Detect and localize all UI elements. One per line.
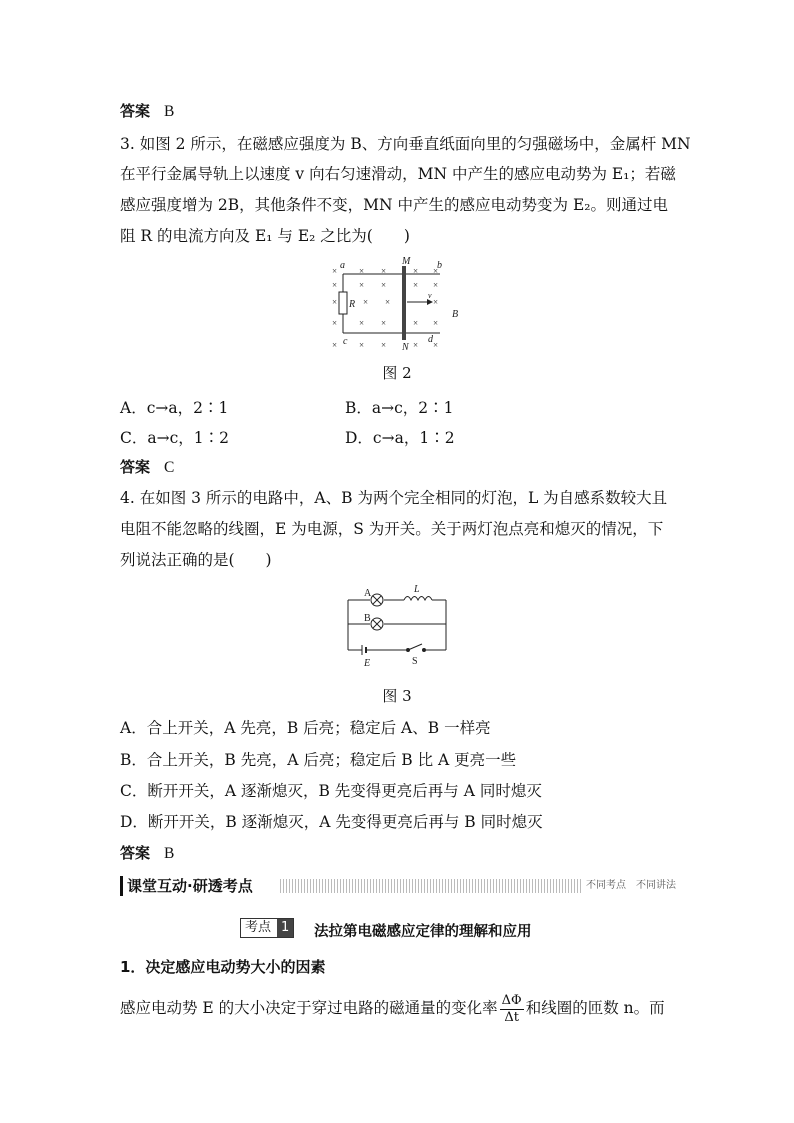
body-paragraph xyxy=(120,990,665,1026)
label-switch-s: S xyxy=(412,656,418,667)
svg-text:×: × xyxy=(433,297,439,307)
q4-text-line-2: 电阻不能忽略的线圈，E 为电源，S 为开关。关于两灯泡点亮和熄灭的情况，下 xyxy=(120,520,664,538)
label-B: B xyxy=(452,309,459,320)
q3-option-b: B．a→c，2∶1 xyxy=(345,399,454,417)
flux-rate-fraction xyxy=(500,993,524,1026)
svg-text:×: × xyxy=(332,297,338,307)
q4-text-line-3: 列说法正确的是( ) xyxy=(120,551,272,569)
fraction-numerator: ΔΦ xyxy=(501,992,522,1008)
body-text-before: 感应电动势 E 的大小决定于穿过电路的磁通量的变化率 xyxy=(120,999,498,1017)
svg-text:×: × xyxy=(433,318,439,328)
svg-text:×: × xyxy=(413,280,419,290)
q3-option-d: D．c→a，1∶2 xyxy=(345,429,455,447)
svg-text:×: × xyxy=(359,340,365,350)
label-a: a xyxy=(340,260,345,271)
answer-value: B xyxy=(164,845,175,862)
label-source-e: E xyxy=(364,658,371,669)
body-text-after: 和线圈的匝数 n。而 xyxy=(525,999,665,1017)
label-R: R xyxy=(349,299,356,310)
label-v: v xyxy=(428,291,432,300)
svg-text:×: × xyxy=(359,280,365,290)
q3-text-line-2: 在平行金属导轨上以速度 v 向右匀速滑动，MN 中产生的感应电动势为 E₁；若磁 xyxy=(120,165,676,183)
svg-text:×: × xyxy=(381,266,387,276)
answer-label: 答案 xyxy=(120,458,151,476)
label-lamp-a: A xyxy=(364,588,372,599)
svg-text:×: × xyxy=(413,318,419,328)
svg-text:×: × xyxy=(363,297,369,307)
label-c: c xyxy=(343,336,348,347)
svg-text:×: × xyxy=(332,318,338,328)
svg-text:×: × xyxy=(359,318,365,328)
label-N: N xyxy=(402,342,409,353)
svg-text:×: × xyxy=(381,340,387,350)
section-right-note: 不同考点 不同讲法 xyxy=(582,878,676,894)
fraction-denominator: Δt xyxy=(504,1009,519,1025)
answer-label: 答案 xyxy=(120,102,151,120)
svg-text:×: × xyxy=(332,340,338,350)
answer-value: B xyxy=(164,103,175,120)
figure-3-caption: 图 3 xyxy=(382,687,412,705)
svg-text:×: × xyxy=(332,266,338,276)
body-heading: 1．决定感应电动势大小的因素 xyxy=(120,958,326,976)
svg-text:×: × xyxy=(332,280,338,290)
svg-text:×: × xyxy=(359,266,365,276)
kaodian-label: 考点 xyxy=(245,920,272,935)
answer-value: C xyxy=(164,459,175,476)
kaodian-badge xyxy=(240,918,294,938)
answer-line xyxy=(120,456,174,479)
kaodian-title: 法拉第电磁感应定律的理解和应用 xyxy=(314,924,532,940)
svg-text:×: × xyxy=(413,266,419,276)
label-d: d xyxy=(428,334,433,345)
svg-text:×: × xyxy=(385,297,391,307)
label-lamp-b: B xyxy=(364,613,371,624)
section-title: 课堂互动·研透考点 xyxy=(120,876,259,896)
section-header-bar xyxy=(120,876,676,896)
q4-option-a: A．合上开关，A 先亮，B 后亮；稳定后 A、B 一样亮 xyxy=(120,719,491,737)
label-b: b xyxy=(437,260,442,271)
answer-line xyxy=(120,842,174,865)
q4-text-line-1: 4. 在如图 3 所示的电路中，A、B 为两个完全相同的灯泡，L 为自感系数较大且 xyxy=(120,489,668,507)
answer-label: 答案 xyxy=(120,844,151,862)
answer-line xyxy=(120,100,174,123)
svg-text:×: × xyxy=(381,318,387,328)
svg-text:×: × xyxy=(433,266,439,276)
figure-2-caption: 图 2 xyxy=(382,364,412,382)
q4-option-c: C．断开开关，A 逐渐熄灭，B 先变得更亮后再与 A 同时熄灭 xyxy=(120,782,542,800)
q4-option-d: D．断开开关，B 逐渐熄灭，A 先变得更亮后再与 B 同时熄灭 xyxy=(120,813,543,831)
q3-text-line-1: 3. 如图 2 所示，在磁感应强度为 B、方向垂直纸面向里的匀强磁场中，金属杆 MN xyxy=(120,135,691,153)
label-coil-l: L xyxy=(414,584,420,595)
svg-text:×: × xyxy=(433,280,439,290)
svg-text:×: × xyxy=(433,340,439,350)
q4-option-b: B．合上开关，B 先亮，A 后亮；稳定后 B 比 A 更亮一些 xyxy=(120,751,517,769)
q3-text-line-3: 感应强度增为 2B，其他条件不变，MN 中产生的感应电动势变为 E₂。则通过电 xyxy=(120,196,668,214)
q3-text-line-4: 阻 R 的电流方向及 E₁ 与 E₂ 之比为( ) xyxy=(120,227,410,245)
svg-text:×: × xyxy=(381,280,387,290)
figure-3-circuit-diagram xyxy=(340,584,452,670)
q3-option-a: A．c→a，2∶1 xyxy=(120,399,229,417)
q3-option-c: C．a→c，1∶2 xyxy=(120,429,229,447)
svg-text:×: × xyxy=(413,340,419,350)
kaodian-number: 1 xyxy=(277,919,293,937)
label-M: M xyxy=(402,256,411,267)
figure-2-magnetic-field-diagram xyxy=(325,252,475,354)
